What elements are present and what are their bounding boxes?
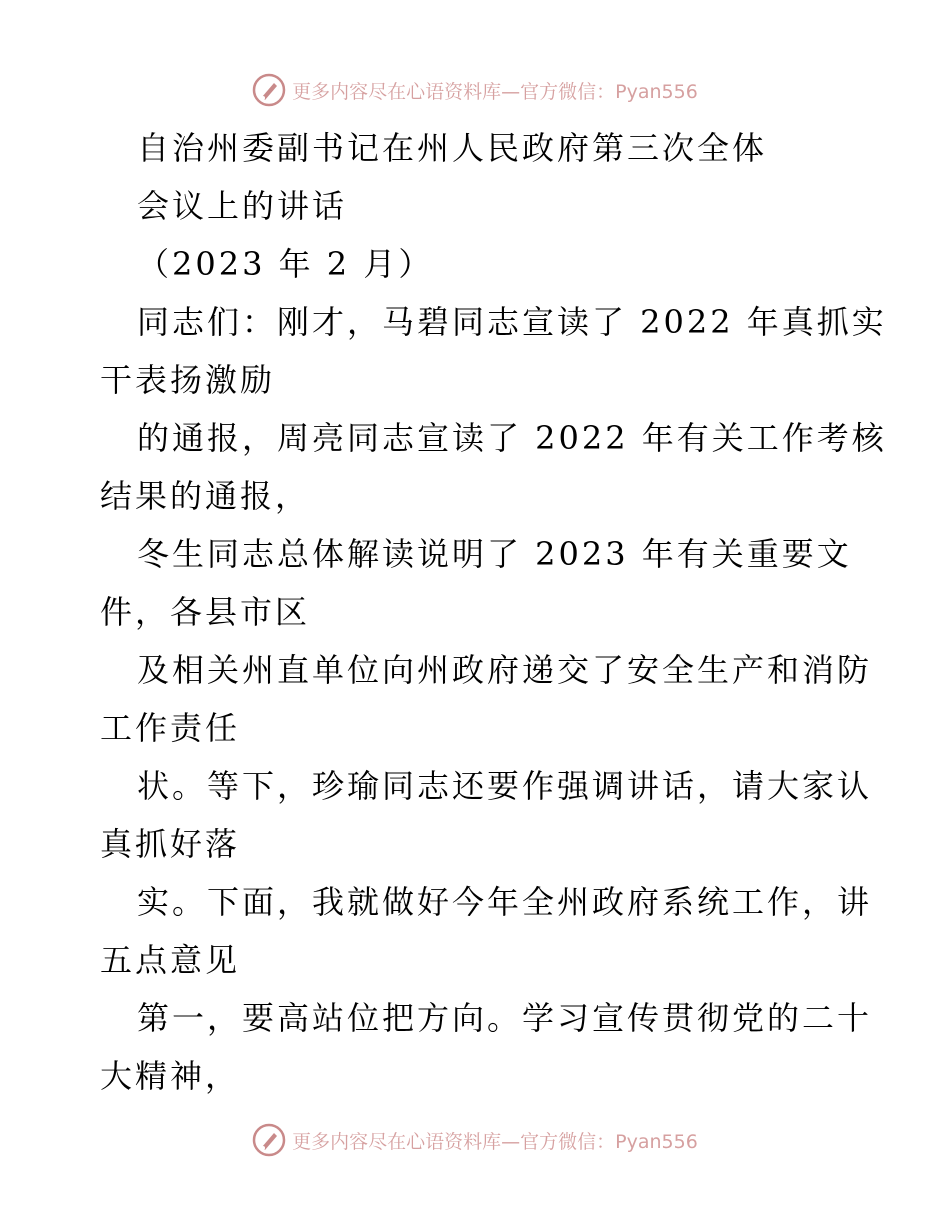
document-date: （2023 年 2 月） xyxy=(137,245,434,283)
body-line: 结果的通报， xyxy=(100,477,311,515)
footer-watermark xyxy=(0,1120,950,1160)
body-line: 实。下面，我就做好今年全州政府系统工作，讲 xyxy=(137,883,873,921)
body-line: 干表扬激励 xyxy=(100,361,276,399)
body-line: 大精神， xyxy=(100,1057,241,1095)
pen-logo-icon xyxy=(252,73,286,107)
body-line: 状。等下，珍瑜同志还要作强调讲话，请大家认 xyxy=(137,767,873,805)
document-title-line-2: 会议上的讲话 xyxy=(137,187,348,225)
watermark-text: 更多内容尽在心语资料库—官方微信：Pyan556 xyxy=(292,1130,698,1153)
body-line: 的通报，周亮同志宣读了 2022 年有关工作考核 xyxy=(137,419,887,457)
body-line: 同志们：刚才，马碧同志宣读了 2022 年真抓实 xyxy=(137,303,887,341)
header-watermark xyxy=(0,70,950,110)
document-title-line-1: 自治州委副书记在州人民政府第三次全体 xyxy=(137,129,768,167)
watermark-text: 更多内容尽在心语资料库—官方微信：Pyan556 xyxy=(292,80,698,103)
body-line: 件，各县市区 xyxy=(100,593,311,631)
body-line: 第一，要高站位把方向。学习宣传贯彻党的二十 xyxy=(137,999,873,1037)
body-line: 及相关州直单位向州政府递交了安全生产和消防 xyxy=(137,651,873,689)
body-line: 五点意见 xyxy=(100,941,241,979)
body-line: 冬生同志总体解读说明了 2023 年有关重要文 xyxy=(137,535,852,573)
body-line: 真抓好落 xyxy=(100,825,241,863)
body-line: 工作责任 xyxy=(100,709,241,747)
pen-logo-icon xyxy=(252,1123,286,1157)
